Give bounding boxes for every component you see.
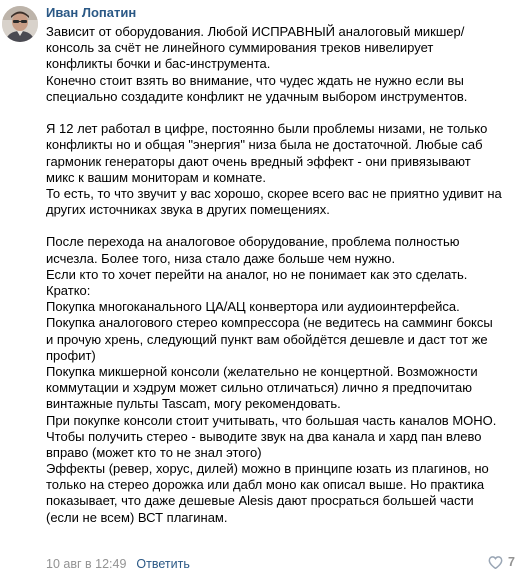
text-line: После перехода на аналоговое оборудование, проблема полностью bbox=[46, 234, 460, 250]
text-line: и прочую хрень, следующий пункт вам обойдётся дешевле и даст тот же bbox=[46, 331, 488, 347]
text-line: показывает, что даже дешевые Alesis дают просраться большей части bbox=[46, 493, 474, 509]
like-count: 7 bbox=[508, 555, 515, 569]
text-line: При покупке консоли стоит учитывать, что большая часть каналов МОНО. bbox=[46, 412, 497, 428]
comment-date[interactable]: 10 авг в 12:49 bbox=[46, 557, 127, 571]
text-line: специально создадите конфликт не удачным выбором инструментов. bbox=[46, 88, 468, 104]
text-line: исчезла. Более того, низа стало даже больше чем нужно. bbox=[46, 250, 396, 266]
text-line: микс к вашим мониторам и комнате. bbox=[46, 169, 266, 185]
text-line: Если кто то хочет перейти на аналог, но не понимает как это сделать. bbox=[46, 266, 468, 282]
text-line: коммутации и хэдрум может сильно отличаться) лично я предпочитаю bbox=[46, 380, 473, 396]
comment-footer bbox=[46, 556, 190, 572]
text-line: Кратко: bbox=[46, 283, 91, 298]
text-line: винтажные пульты Tascam, могу рекомендовать. bbox=[46, 396, 341, 412]
text-line: Покупка аналогового стерео компрессора (не ведитесь на самминг боксы bbox=[46, 315, 493, 331]
text-line: Я 12 лет работал в цифре, постоянно были проблемы низами, не только bbox=[46, 121, 488, 137]
avatar[interactable] bbox=[2, 6, 38, 42]
reply-link[interactable]: Ответить bbox=[136, 557, 190, 571]
text-line: других источниках звука в других помещениях. bbox=[46, 202, 330, 218]
comment-text bbox=[46, 24, 516, 526]
text-line: профит) bbox=[46, 347, 96, 363]
text-line: гармоник генераторы дают очень вредный эффект - они привязывают bbox=[46, 153, 471, 169]
text-line: (если не всем) ВСТ плагинам. bbox=[46, 509, 228, 525]
text-line: Эффекты (ревер, хорус, дилей) можно в принципе юзать из плагинов, но bbox=[46, 461, 489, 477]
blank-line bbox=[46, 218, 516, 234]
text-line: Покупка микшерной консоли (желательно не концертной. Возможности bbox=[46, 363, 478, 379]
text-line: То есть, то что звучит у вас хорошо, скорее всего вас не приятно удивит на bbox=[46, 185, 502, 201]
blank-line bbox=[46, 105, 516, 121]
text-line: Покупка многоканального ЦА/АЦ конвертора или аудиоинтерфейса. bbox=[46, 299, 460, 315]
text-line: конфликты бочки и бас-инструмента. bbox=[46, 56, 271, 72]
heart-icon bbox=[488, 556, 503, 569]
text-line: конфликты но и общая "энергия" низа была не достаточной. Любые саб bbox=[46, 137, 483, 153]
text-line: консоль за счёт не линейного суммирования треков нивелирует bbox=[46, 40, 434, 56]
like-button[interactable] bbox=[488, 555, 515, 569]
text-line: вправо (может кто то не знал этого) bbox=[46, 444, 262, 460]
author-name[interactable]: Иван Лопатин bbox=[46, 5, 137, 20]
text-line: Зависит от оборудования. Любой ИСПРАВНЫЙ аналоговый микшер/ bbox=[46, 24, 465, 39]
text-line: Чтобы получить стерео - выводите звук на два канала и хард пан влево bbox=[46, 428, 482, 444]
text-line: только на стерео дорожка или дабл моно как описал выше. Но практика bbox=[46, 477, 485, 493]
text-line: Конечно стоит взять во внимание, что чудес ждать не нужно если вы bbox=[46, 72, 464, 88]
